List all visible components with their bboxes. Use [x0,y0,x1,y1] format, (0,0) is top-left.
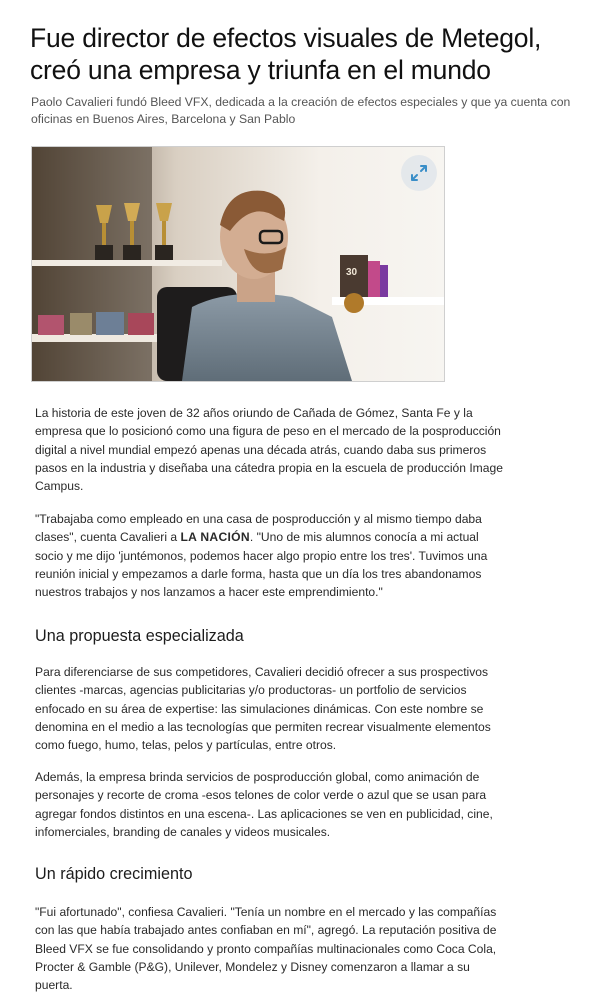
publication-name: LA NACIÓN [180,530,250,545]
article-photo[interactable] [31,146,445,382]
picture-frame [128,313,154,335]
paragraph-3: Para diferenciarse de sus competidores, Cavalieri decidió ofrecer a sus prospectivos clientes -marcas, agencias publicitarias y/o productoras- un portfolio de servicios enfocado en su área de expertise: las simulaciones dinámicas. Con este nombre se denomina en el medio a las tecnologías que permiten recrear visualmente elementos como fuego, humo, telas, pelos y partículas, entre otros. [35,665,491,753]
paragraph-2-part-2: . "Uno de mis alumnos conocía a mi actual socio y me dijo 'juntémonos, podemos hacer algo propio entre los tres'. Tuvimos una reunión inicial y empezamos a darle forma, hasta que un día los tres abandonamos nuestros trabajos y nos lanzamos a hacer este emprendimiento." [35,530,488,600]
figurine [344,293,364,313]
expand-button[interactable] [401,155,437,191]
expand-icon [410,164,428,182]
article-headline: Fue director de efectos visuales de Metegol, creó una empresa y triunfa en el mundo [30,23,542,85]
photo-scene [32,147,444,381]
article-subhead: Paolo Cavalieri fundó Bleed VFX, dedicada a la creación de efectos especiales y que ya cuenta con oficinas en Buenos Aires, Barcelona y San Pablo [31,95,571,126]
paragraph-2-part-1: "Trabajaba como empleado en una casa de posproducción y al mismo tiempo daba clases", cuenta Cavalieri a [35,512,482,545]
paragraph-4: Además, la empresa brinda servicios de posproducción global, como animación de personajes y recorte de croma -esos telones de color verde o azul que se usan para agregar fondos distintos en una escena-. Las aplicaciones se ven en publicidad, cine, infomerciales, branding de canales y videos musicales. [35,770,493,839]
upper-shelf [32,260,222,266]
picture-frame [96,312,124,335]
paragraph-5: "Fui afortunado", confiesa Cavalieri. "Tenía un nombre en el mercado y las compañías con las que había trabajado antes confiaban en mí", agregó. La reputación positiva de Bleed VFX se fue consolidando y pronto compañías multinacionales como Coca Cola, Procter & Gamble (P&G), Unilever, Mondelez y Disney comenzaron a llamar a su puerta. [35,905,497,993]
picture-frame [38,315,64,335]
picture-frame [70,313,92,335]
paragraph-2 [35,510,505,601]
book-label: 30 [346,267,358,278]
section-title-growth: Un rápido crecimiento [35,865,193,883]
paragraph-1: La historia de este joven de 32 años oriundo de Cañada de Gómez, Santa Fe y la empresa que lo posicionó como una figura de peso en el mercado de la posproducción digital a nivel mundial empezó apenas una década atrás, cuando daba sus primeros pasos en la industria y diseñaba una cátedra propia en la escuela de producción Image Campus. [35,406,503,494]
section-title-specialized: Una propuesta especializada [35,627,244,645]
